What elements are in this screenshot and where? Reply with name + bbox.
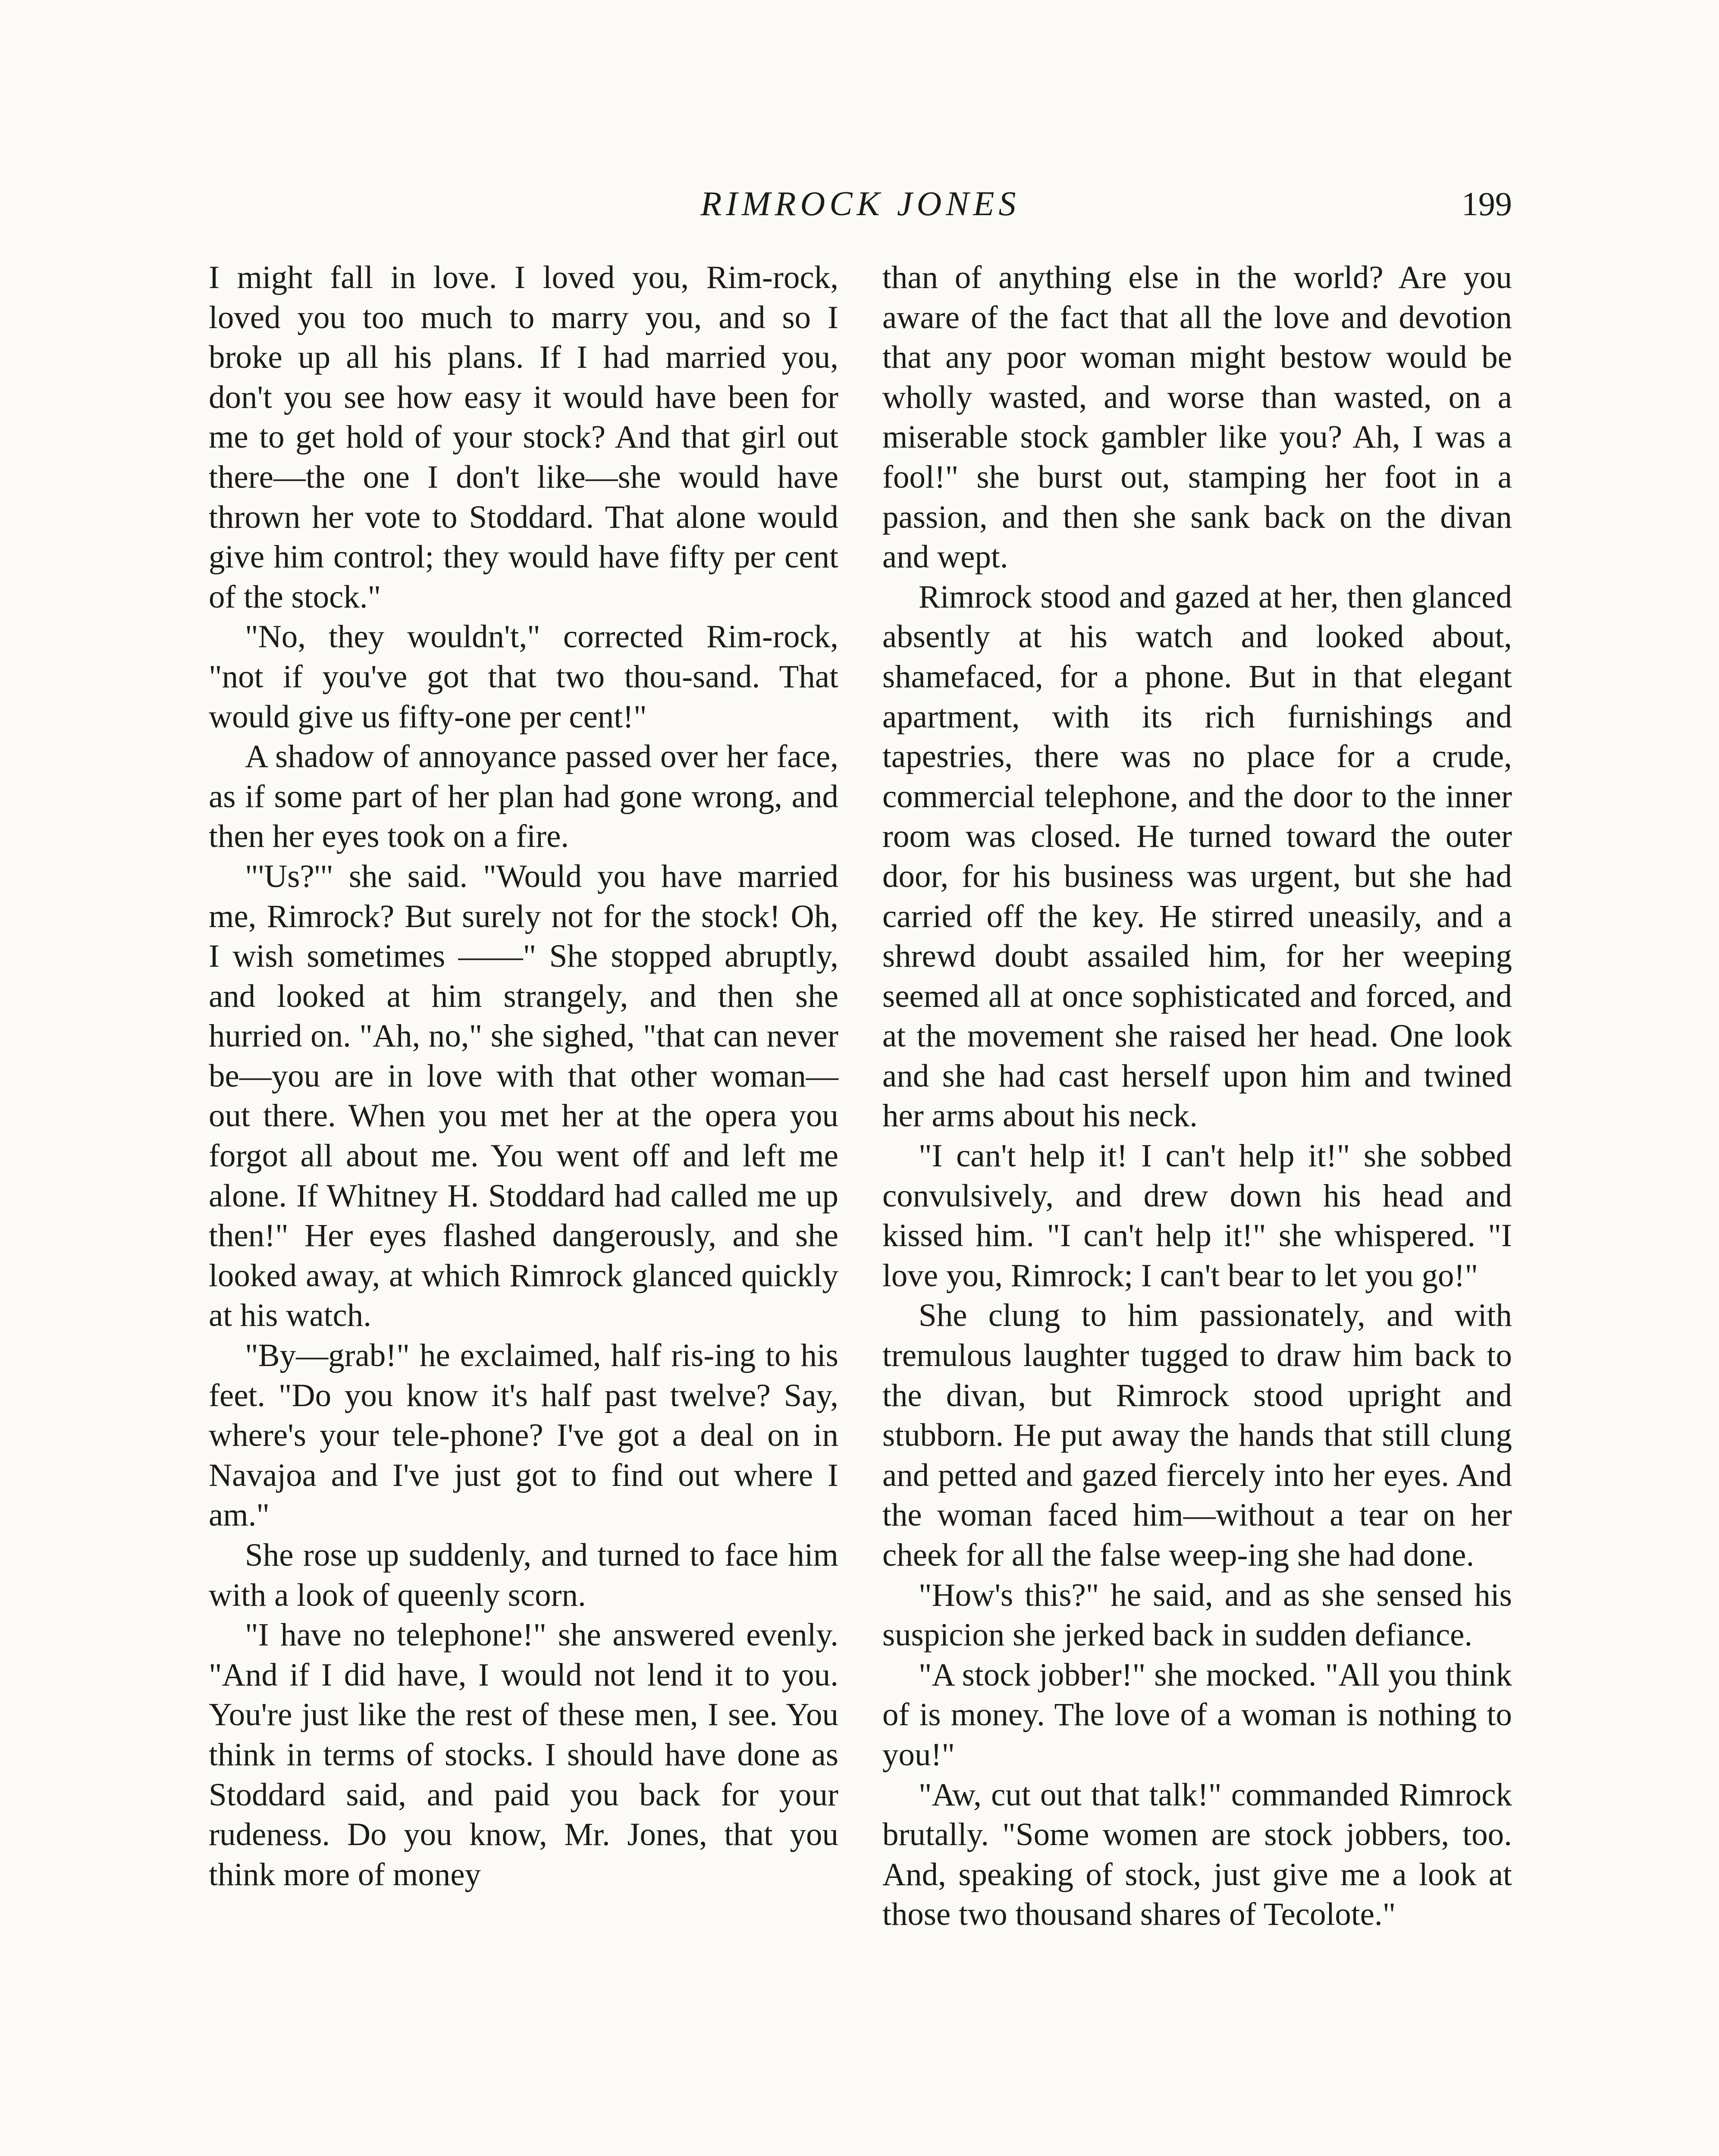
paragraph: "I have no telephone!" she answered evenly. "And if I did have, I would not lend it to you. You're just like the rest of these men, I see. You think in terms of stocks. I should have done as Stoddard said, and paid you back for your rudeness. Do you know, Mr. Jones, that you think more of money <box>209 1617 838 1893</box>
paragraph: "I can't help it! I can't help it!" she sobbed convulsively, and drew down his head and kissed him. "I can't help it!" she whispered. "I love you, Rimrock; I can't bear to let you go!" <box>882 1138 1512 1294</box>
page-number: 199 <box>1462 185 1512 222</box>
paragraph: She rose up suddenly, and turned to face him with a look of queenly scorn. <box>209 1537 838 1613</box>
paragraph: "Aw, cut out that talk!" commanded Rimrock brutally. "Some women are stock jobbers, too. And, speaking of stock, just give me a look at those two thousand shares of Tecolote." <box>882 1777 1512 1933</box>
paragraph: "By—grab!" he exclaimed, half ris-ing to his feet. "Do you know it's half past twelve? Say, where's your tele-phone? I've got a deal on in Navajoa and I've just got to find out where I am." <box>209 1338 838 1533</box>
right-column <box>882 258 1512 1935</box>
paragraph: Rimrock stood and gazed at her, then glanced absently at his watch and looked about, shamefaced, for a phone. But in that elegant apartment, with its rich furnishings and tapestries, there was no place for a crude, commercial telephone, and the door to the inner room was closed. He turned toward the outer door, for his business was urgent, but she had carried off the key. He stirred uneasily, and a shrewd doubt assailed him, for her weeping seemed all at once sophisticated and forced, and at the movement she raised her head. One look and she had cast herself upon him and twined her arms about his neck. <box>882 579 1512 1134</box>
running-head <box>209 180 1512 228</box>
paragraph: A shadow of annoyance passed over her face, as if some part of her plan had gone wrong, and then her eyes took on a fire. <box>209 739 838 855</box>
paragraph: "No, they wouldn't," corrected Rim-rock, "not if you've got that two thou-sand. That would give us fifty-one per cent!" <box>209 619 838 735</box>
left-column <box>209 258 838 1895</box>
running-title: RIMROCK JONES <box>700 185 1020 223</box>
paragraph: "How's this?" he said, and as she sensed his suspicion she jerked back in sudden defiance. <box>882 1577 1512 1653</box>
paragraph: than of anything else in the world? Are you aware of the fact that all the love and devotion that any poor woman might bestow would be wholly wasted, and worse than wasted, on a miserable stock gambler like you? Ah, I was a fool!" she burst out, stamping her foot in a passion, and then she sank back on the divan and wept. <box>882 260 1512 575</box>
paragraph: "A stock jobber!" she mocked. "All you think of is money. The love of a woman is nothing to you!" <box>882 1657 1512 1773</box>
paragraph: She clung to him passionately, and with tremulous laughter tugged to draw him back to the divan, but Rimrock stood upright and stubborn. He put away the hands that still clung and petted and gazed fiercely into her eyes. And the woman faced him—without a tear on her cheek for all the false weep-ing she had done. <box>882 1297 1512 1573</box>
paragraph: I might fall in love. I loved you, Rim-rock, loved you too much to marry you, and so I broke up all his plans. If I had married you, don't you see how easy it would have been for me to get hold of your stock? And that girl out there—the one I don't like—she would have thrown her vote to Stoddard. That alone would give him control; they would have fifty per cent of the stock." <box>209 260 838 615</box>
paragraph: "'Us?'" she said. "Would you have married me, Rimrock? But surely not for the stock! Oh, I wish sometimes ——" She stopped abruptly, and looked at him strangely, and then she hurried on. "Ah, no," she sighed, "that can never be—you are in love with that other woman—out there. When you met her at the opera you forgot all about me. You went off and left me alone. If Whitney H. Stoddard had called me up then!" Her eyes flashed dangerously, and she looked away, at which Rimrock glanced quickly at his watch. <box>209 858 838 1334</box>
